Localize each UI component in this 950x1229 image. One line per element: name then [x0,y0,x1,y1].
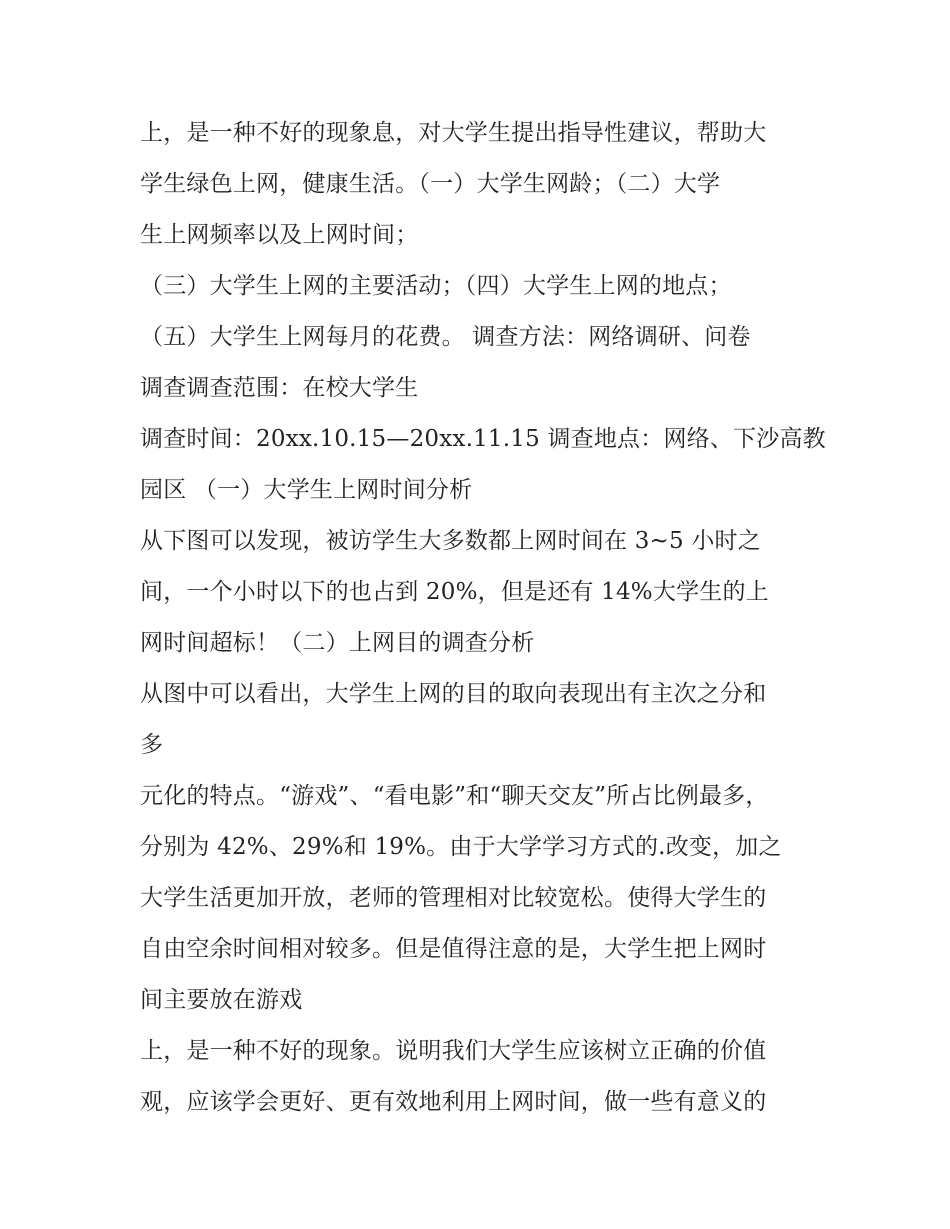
text-line: 多 [140,732,164,758]
text-line: 大学生活更加开放，老师的管理相对比较宽松。使得大学生的 [140,885,767,911]
text-line: 自由空余时间相对较多。但是值得注意的是，大学生把上网时 [140,936,767,962]
text-line: 观，应该学会更好、更有效地利用上网时间，做一些有意义的 [140,1089,767,1115]
text-line: 园区 （一）大学生上网时间分析 [140,477,473,503]
text-line: （五）大学生上网每月的花费。 调查方法：网络调研、问卷 [140,324,751,350]
text-line: 上，是一种不好的现象。说明我们大学生应该树立正确的价值 [140,1038,767,1064]
text-line: 元化的特点。“游戏”、“看电影”和“聊天交友”所占比例最多， [140,783,769,809]
text-line: 学生绿色上网，健康生活。（一）大学生网龄；（二）大学 [140,171,721,197]
text-line: 网时间超标！（二）上网目的调查分析 [140,630,535,656]
body-text [140,108,830,1128]
text-line: 调查调查范围：在校大学生 [140,375,419,401]
text-line: 调查时间：20xx.10.15—20xx.11.15 调查地点：网络、下沙高教 [140,426,826,452]
text-line: 从下图可以发现，被访学生大多数都上网时间在 3~5 小时之 [140,528,761,554]
text-line: 分别为 42%、29%和 19%。由于大学学习方式的.改变，加之 [140,834,782,860]
text-line: 生上网频率以及上网时间； [140,222,419,248]
text-line: （三）大学生上网的主要活动；（四）大学生上网的地点； [140,273,732,299]
text-line: 间主要放在游戏 [140,987,303,1013]
text-line: 从图中可以看出，大学生上网的目的取向表现出有主次之分和 [140,681,767,707]
text-line: 间，一个小时以下的也占到 20%，但是还有 14%大学生的上 [140,579,769,605]
text-line: 上，是一种不好的现象息，对大学生提出指导性建议，帮助大 [140,120,767,146]
